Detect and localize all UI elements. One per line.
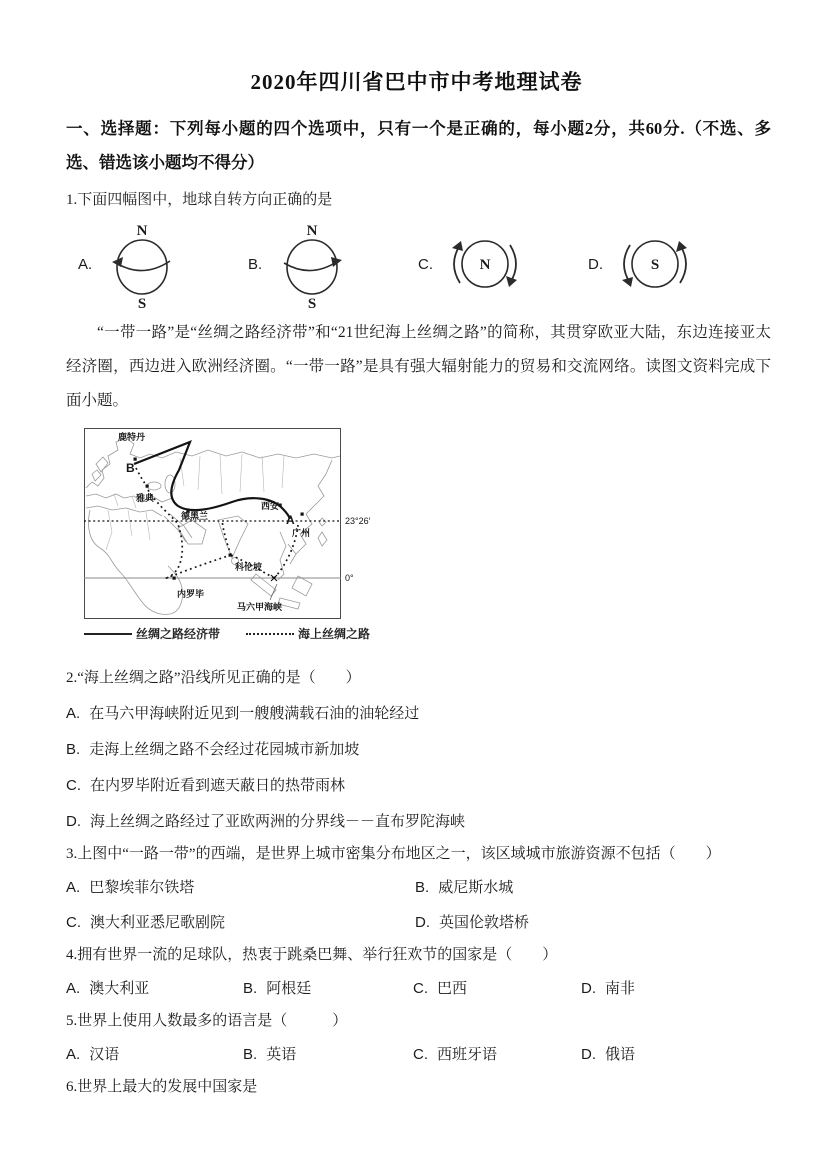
map-legend xyxy=(84,625,384,642)
question-1-figures xyxy=(66,216,767,312)
legend-item-road xyxy=(246,625,370,642)
page-title: 2020年四川省巴中市中考地理试卷 xyxy=(250,70,583,94)
north-pole-label: N xyxy=(136,223,148,239)
map-label-equator: 0° xyxy=(345,573,354,583)
map-label-guangzhou: 广州 xyxy=(292,528,311,538)
globe-west-rotation-icon xyxy=(106,218,178,310)
option-letter: A. xyxy=(66,1046,81,1063)
map-label-nairobi: 内罗毕 xyxy=(177,589,205,599)
question-4-option-d xyxy=(581,977,767,1001)
question-1-option-d xyxy=(576,228,746,300)
question-2-option-d xyxy=(66,810,767,834)
section-heading: 一、选择题：下列每小题的四个选项中，只有一个是正确的，每小题2分，共60分.（不选、多选、错选该小题均不得分） xyxy=(66,119,772,172)
option-letter: B. xyxy=(66,741,81,758)
globe-east-rotation-icon xyxy=(276,218,348,310)
question-2-option-b xyxy=(66,738,767,762)
option-letter: D. xyxy=(581,1046,596,1063)
globe-clockwise-pole-icon xyxy=(447,228,523,300)
option-text: 阿根廷 xyxy=(266,981,312,997)
belt-road-map xyxy=(84,428,384,620)
option-text: 英语 xyxy=(266,1047,297,1063)
map-label-malacca: 马六甲海峡 xyxy=(237,602,283,612)
option-text: 汉语 xyxy=(89,1047,120,1063)
option-letter: B. xyxy=(243,1046,258,1063)
belt-road-map-figure xyxy=(84,428,384,642)
question-4-option-c xyxy=(413,977,581,1001)
option-letter: A. xyxy=(66,980,81,997)
option-letter: C. xyxy=(418,255,433,273)
map-label-colombo: 科伦坡 xyxy=(235,562,263,572)
legend-item-belt xyxy=(84,625,220,642)
city-markers xyxy=(134,458,304,580)
legend-road-label: 海上丝绸之路 xyxy=(298,627,371,641)
option-text: 南非 xyxy=(605,981,636,997)
pole-center-label: S xyxy=(650,257,660,273)
question-1-option-c xyxy=(406,228,576,300)
question-2-prompt: 2.“海上丝绸之路”沿线所见正确的是（ ） xyxy=(66,670,361,686)
north-pole-label: N xyxy=(306,223,318,239)
globe-counterclockwise-pole-icon xyxy=(617,228,693,300)
map-label-tehran: 德黑兰 xyxy=(181,511,209,521)
map-label-xian: 西安 xyxy=(261,501,280,511)
option-text: 海上丝绸之路经过了亚欧两洲的分界线－－直布罗陀海峡 xyxy=(90,814,466,830)
map-label-tropic: 23°26′ xyxy=(345,516,371,526)
question-6-prompt: 6.世界上最大的发展中国家是 xyxy=(66,1079,258,1095)
question-4-option-a xyxy=(66,977,243,1001)
question-5-option-d xyxy=(581,1043,767,1067)
option-letter: D. xyxy=(588,255,603,273)
map-label-rotterdam: 鹿特丹 xyxy=(118,432,146,442)
question-3-option-a xyxy=(66,876,415,900)
option-text: 澳大利亚 xyxy=(89,981,150,997)
option-letter: C. xyxy=(413,980,428,997)
question-5-option-a xyxy=(66,1043,243,1067)
south-pole-label: S xyxy=(138,296,147,310)
question-4-option-b xyxy=(243,977,413,1001)
option-letter: D. xyxy=(66,813,81,830)
option-letter: D. xyxy=(581,980,596,997)
option-text: 在内罗毕附近看到遮天蔽日的热带雨林 xyxy=(90,778,346,794)
question-5-options xyxy=(66,1043,767,1067)
option-text: 澳大利亚悉尼歌剧院 xyxy=(90,915,226,931)
legend-belt-label: 丝绸之路经济带 xyxy=(136,627,221,641)
dotted-line-icon xyxy=(246,633,294,635)
question-3-option-b xyxy=(415,876,767,900)
question-2-option-a xyxy=(66,702,767,726)
question-4-prompt: 4.拥有世界一流的足球队，热衷于跳桑巴舞、举行狂欢节的国家是（ ） xyxy=(66,947,558,963)
option-letter: B. xyxy=(243,980,258,997)
map-label-point-a: A xyxy=(286,513,295,527)
option-letter: A. xyxy=(66,879,81,896)
question-3-options xyxy=(66,876,767,935)
question-4-options xyxy=(66,977,767,1001)
option-text: 西班牙语 xyxy=(437,1047,498,1063)
option-letter: A. xyxy=(78,255,93,273)
question-2-option-c xyxy=(66,774,767,798)
question-5-option-b xyxy=(243,1043,413,1067)
map-label-point-b: B xyxy=(126,461,135,475)
option-letter: A. xyxy=(66,705,81,722)
question-3-option-c xyxy=(66,911,415,935)
question-3-option-d xyxy=(415,911,767,935)
option-letter: C. xyxy=(413,1046,428,1063)
question-5-prompt: 5.世界上使用人数最多的语言是（ ） xyxy=(66,1013,348,1029)
option-letter: B. xyxy=(248,255,263,273)
solid-line-icon xyxy=(84,633,132,635)
question-3-prompt: 3.上图中“一路一带”的西端，是世界上城市密集分布地区之一，该区域城市旅游资源不包括（ ） xyxy=(66,846,721,862)
question-2-options xyxy=(66,702,767,834)
south-pole-label: S xyxy=(308,296,317,310)
option-text: 巴黎埃菲尔铁塔 xyxy=(89,880,195,896)
question-1-prompt: 1.下面四幅图中，地球自转方向正确的是 xyxy=(66,192,333,208)
question-5-option-c xyxy=(413,1043,581,1067)
option-text: 英国伦敦塔桥 xyxy=(439,915,530,931)
option-letter: C. xyxy=(66,914,81,931)
option-letter: C. xyxy=(66,777,81,794)
option-text: 俄语 xyxy=(605,1047,636,1063)
option-letter: D. xyxy=(415,914,430,931)
belt-road-passage: “一带一路”是“丝绸之路经济带”和“21世纪海上丝绸之路”的简称，其贯穿欧亚大陆，东边连接亚太经济圈，西边进入欧洲经济圈。“一带一路”是具有强大辐射能力的贸易和交流网络。读图文资料完成下面小题。 xyxy=(66,324,771,409)
map-label-athens: 雅典 xyxy=(136,493,155,503)
question-1-option-b xyxy=(236,218,406,310)
option-letter: B. xyxy=(415,879,430,896)
option-text: 巴西 xyxy=(437,981,468,997)
option-text: 走海上丝绸之路不会经过花园城市新加坡 xyxy=(89,742,360,758)
option-text: 在马六甲海峡附近见到一艘艘满载石油的油轮经过 xyxy=(89,706,420,722)
pole-center-label: N xyxy=(479,257,491,273)
question-1-option-a xyxy=(66,218,236,310)
option-text: 威尼斯水城 xyxy=(438,880,514,896)
